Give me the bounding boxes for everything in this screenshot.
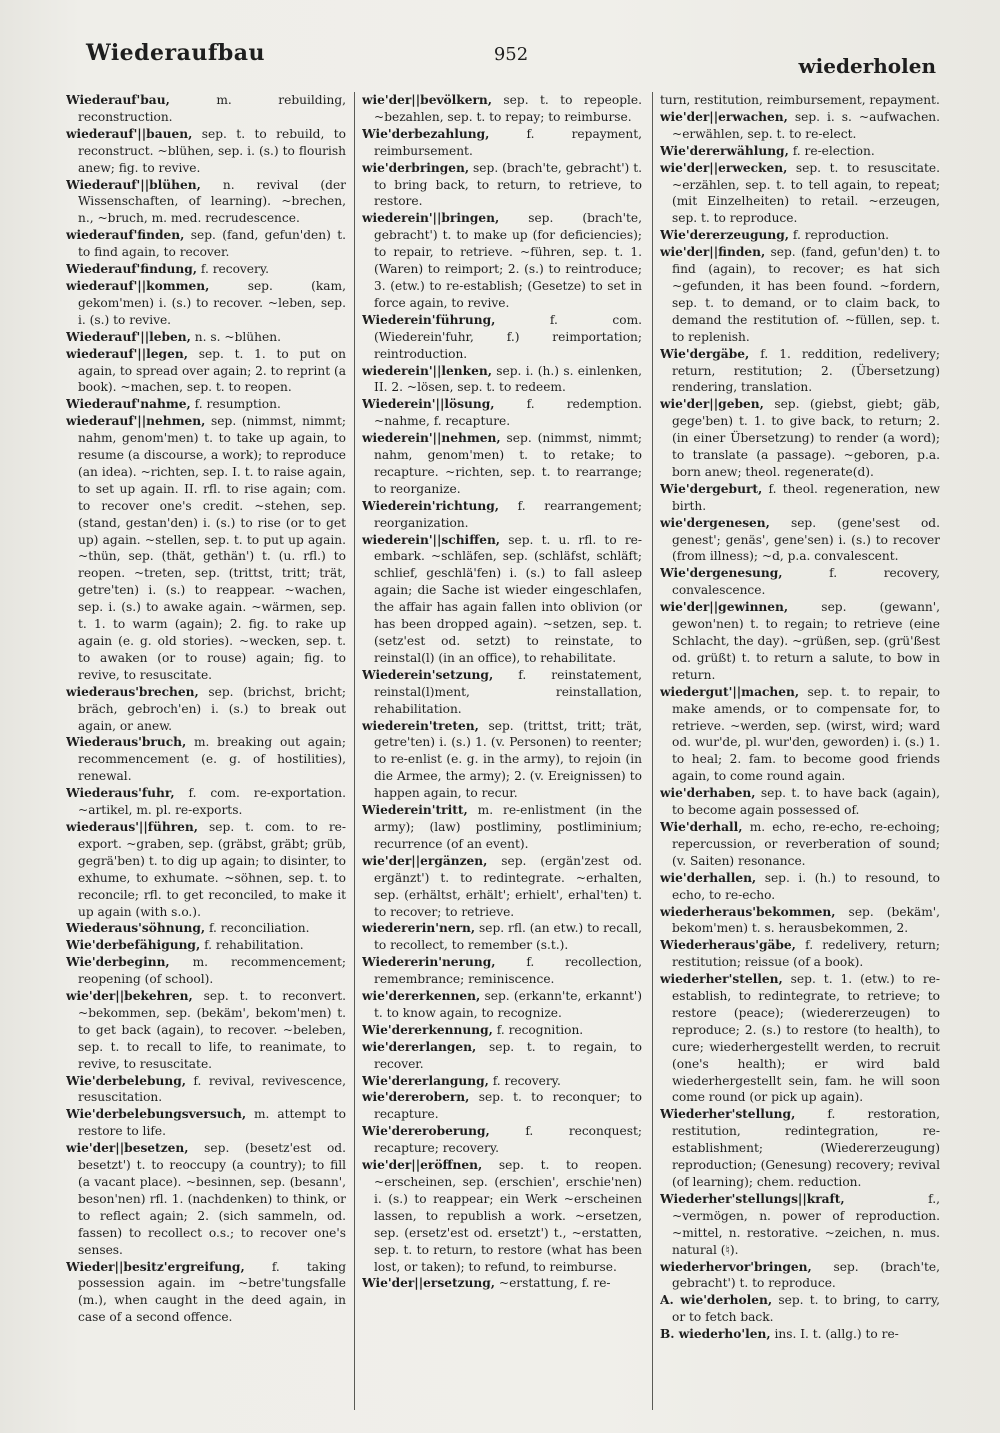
entry-definition: sep. i. (h.) s. einlenken, II. 2. ~lösen, sep. t. to redeem. [374, 363, 642, 395]
entry-definition: m. attempt to restore to life. [78, 1107, 346, 1139]
dictionary-entry [660, 92, 940, 109]
entry-definition: m. echo, re-echo, re-echoing; repercussion, or reverberation of sound; (v. Saiten) resonance. [672, 819, 940, 868]
dictionary-entry [660, 160, 940, 228]
entry-headword: wiederher'stellen, [660, 972, 783, 987]
entry-definition: m. recommencement; reopening (of school). [78, 955, 346, 987]
entry-definition: ins. I. t. (allg.) to re- [770, 1327, 899, 1342]
dictionary-entry [660, 1326, 940, 1343]
dictionary-entry [362, 498, 642, 532]
entry-headword: Wiederaus'fuhr, [66, 786, 175, 801]
entry-definition: sep. t. to bring, to carry, or to fetch back. [672, 1293, 940, 1325]
entry-headword: Wiedererin'nerung, [362, 955, 496, 970]
dictionary-entry [362, 988, 642, 1022]
dictionary-entry [66, 684, 346, 735]
entry-headword: Wiederher'stellung, [660, 1107, 796, 1122]
dictionary-entry [362, 954, 642, 988]
entry-headword: wiederauf'||kommen, [66, 278, 210, 293]
dictionary-entry [362, 92, 642, 126]
entry-headword: Wie'dergeburt, [660, 481, 763, 496]
entry-definition: f. rearrangement; reorganization. [374, 498, 642, 530]
dictionary-entry [362, 1073, 642, 1090]
entry-headword: wiederein'||bringen, [362, 211, 500, 226]
entry-definition: sep. (gewann', gewon'nen) t. to regain; to retrieve (eine Schlacht, the day). ~grüßen, sep. (grü'ßest od. grüßt) t. to return a salute, to bow in return. [672, 600, 940, 682]
entry-definition: sep. t. to resuscitate. ~erzählen, sep. t. to tell again, to repeat; (mit Einzelheiten) to retail. ~erzeugen, sep. t. to reproduce. [672, 160, 940, 226]
entry-headword: wie'der||gewinnen, [660, 600, 789, 615]
entry-definition: f. recovery, convalescence. [672, 566, 940, 598]
column-rule-1 [354, 92, 355, 1410]
entry-definition: f. redemption. ~nahme, f. recapture. [374, 397, 642, 429]
entry-definition: f. recovery. [488, 1073, 561, 1088]
entry-headword: wiederhervor'bringen, [660, 1259, 812, 1274]
entry-definition: f. taking possession again. im ~betre'tungsfalle (m.), when caught in the deed again, in case of a second offence. [78, 1259, 346, 1325]
entry-definition: sep. (erkann'te, erkannt') t. to know again, to recognize. [374, 989, 642, 1020]
entry-headword: wiedergut'||machen, [660, 684, 800, 699]
entry-definition: f. recovery. [197, 262, 269, 277]
entry-definition: ~erstattung, f. re- [494, 1276, 611, 1291]
entry-definition: f. re-election. [788, 143, 875, 158]
entry-definition: n. s. ~blühen. [190, 329, 281, 344]
entry-definition: m. breaking out again; recommencement (e. g. of hostilities), renewal. [78, 735, 346, 784]
dictionary-entry [660, 481, 940, 515]
dictionary-entry [66, 819, 346, 920]
entry-headword: wiederheraus'bekommen, [660, 904, 836, 919]
entry-headword: wiederauf'||legen, [66, 346, 188, 361]
entry-definition: sep. i. (h.) to resound, to echo, to re-echo. [672, 870, 940, 902]
page-header [86, 40, 936, 80]
dictionary-entry [66, 261, 346, 278]
entry-headword: Wiederher'stellungs||kraft, [660, 1191, 845, 1206]
entry-headword: wie'derhallen, [660, 870, 757, 885]
dictionary-entry [660, 971, 940, 1106]
dictionary-entry [362, 210, 642, 311]
dictionary-entry [362, 1123, 642, 1157]
entry-headword: Wiederaus'bruch, [66, 735, 187, 750]
entry-definition: sep. (gene'sest od. genest'; genäs', gene'sen) i. (s.) to recover (from illness); ~d, p.a. convalescent. [672, 515, 940, 564]
dictionary-entry [362, 1022, 642, 1039]
dictionary-entry [660, 937, 940, 971]
entry-headword: Wie'derhall, [660, 819, 743, 834]
entry-headword: wie'dererobern, [362, 1090, 470, 1105]
dictionary-entry [66, 920, 346, 937]
entry-headword: Wie'derbelebungsversuch, [66, 1107, 247, 1122]
entry-headword: wie'der||finden, [660, 245, 766, 260]
entry-headword: wiederauf'||nehmen, [66, 414, 206, 429]
header-left-catchword: Wiederaufbau [86, 40, 265, 66]
entry-headword: wie'derhaben, [660, 786, 756, 801]
entry-headword: wiederaus'||führen, [66, 819, 199, 834]
entry-definition: turn, restitution, reimbursement, repayment. [660, 93, 940, 107]
entry-headword: Wiederein'||lösung, [362, 397, 495, 412]
entry-headword: Wie'dereroberung, [362, 1124, 490, 1139]
entry-definition: sep. t. 1. to put on again, to spread over again; 2. to reprint (a book). ~machen, sep. t. to reopen. [78, 346, 346, 395]
entry-definition: f. reconquest; recapture; recovery. [374, 1124, 642, 1156]
dictionary-entry [66, 177, 346, 228]
dictionary-entry [660, 143, 940, 160]
entry-headword: Wie'derbefähigung, [66, 938, 201, 953]
dictionary-entry [660, 244, 940, 345]
column-2 [362, 92, 642, 1412]
entry-headword: Wiederauf'bau, [66, 93, 170, 107]
dictionary-entry [362, 312, 642, 363]
entry-headword: wie'der||bevölkern, [362, 93, 493, 107]
entry-definition: sep. (kam, gekom'men) i. (s.) to recover. ~leben, sep. i. (s.) to revive. [78, 278, 346, 327]
entry-definition: sep. (besetz'est od. besetzt') t. to reoccupy (a country); to fill (a vacant place). ~besinnen, sep. (besann', beson'nen) rfl. 1. (nachdenken) to think, or to reflect again; 2. (sich sammeln, od. fassen) to recollect o.s.; to recover one's senses. [78, 1141, 346, 1257]
dictionary-entry [660, 396, 940, 481]
entry-headword: wiederein'||nehmen, [362, 431, 501, 446]
entry-definition: f. redelivery, return; restitution; reissue (of a book). [672, 938, 940, 970]
entry-definition: sep. (ergän'zest od. ergänzt') t. to redintegrate. ~erhalten, sep. (erhältst, erhält'; erhielt', erhal'ten) t. to recover; to retrieve. [374, 853, 642, 919]
entry-headword: wie'der||ergänzen, [362, 853, 488, 868]
entry-definition: f. recognition. [492, 1022, 584, 1037]
entry-headword: Wiederauf'||leben, [66, 329, 191, 344]
entry-definition: sep. (brach'te, gebracht') t. to reproduce. [672, 1259, 940, 1291]
entry-definition: f. restoration, restitution, redintegration, re-establishment; (Wiedererzeugung) reproduction; (Genesung) recovery; revival (of learning); chem. reduction. [672, 1107, 940, 1189]
entry-headword: wiedererin'nern, [362, 921, 476, 936]
entry-definition: sep. (brach'te, gebracht') t. to bring back, to return, to retrieve, to restore. [374, 160, 642, 209]
entry-definition: sep. (brichst, bricht; bräch, gebroch'en) i. (s.) to break out again, or anew. [78, 684, 346, 733]
entry-headword: wiederaus'brechen, [66, 684, 199, 699]
column-1 [66, 92, 346, 1412]
entry-headword: Wie'dererlangung, [362, 1073, 489, 1088]
dictionary-entry [660, 870, 940, 904]
dictionary-entry [66, 1106, 346, 1140]
entry-definition: f. reconciliation. [205, 921, 310, 936]
entry-definition: sep. (nimmst, nimmt; nahm, genom'men) t. to retake; to recapture. ~richten, sep. t. to rearrange; to reorganize. [374, 431, 642, 496]
dictionary-entry [66, 1140, 346, 1258]
dictionary-entry [660, 346, 940, 397]
dictionary-entry [362, 1089, 642, 1123]
entry-headword: Wiederheraus'gäbe, [660, 938, 796, 953]
column-3 [660, 92, 940, 1412]
dictionary-entry [362, 802, 642, 853]
columns [66, 92, 946, 1412]
entry-definition: sep. (giebst, giebt; gäb, gege'ben) t. 1. to give back, to return; 2. (in einer Übersetzung) to render (a word); to translate (a passage). ~geboren, p.a. born anew; theol. regenerate(d). [672, 397, 940, 479]
entry-headword: Wiederein'richtung, [362, 498, 499, 513]
entry-definition: sep. t. to have back (again), to become again possessed of. [672, 786, 940, 818]
dictionary-entry [660, 1106, 940, 1191]
entry-definition: sep. i. s. ~aufwachen. ~erwählen, sep. t. to re-elect. [672, 109, 940, 141]
entry-headword: wie'der||besetzen, [66, 1141, 189, 1156]
entry-definition: m. rebuilding, reconstruction. [78, 93, 346, 124]
entry-headword: Wie'dergäbe, [660, 346, 750, 361]
entry-headword: Wiederaus'söhnung, [66, 921, 206, 936]
dictionary-entry [660, 109, 940, 143]
entry-definition: f. theol. regeneration, new birth. [672, 481, 940, 513]
dictionary-entry [66, 396, 346, 413]
entry-definition: sep. rfl. (an etw.) to recall, to recollect, to remember (s.t.). [374, 921, 642, 953]
dictionary-entry [660, 819, 940, 870]
entry-definition: sep. t. to rebuild, to reconstruct. ~blühen, sep. i. (s.) to flourish anew; fig. to revive. [78, 126, 346, 175]
entry-headword: A. wie'derholen, [660, 1293, 773, 1308]
dictionary-entry [362, 126, 642, 160]
entry-definition: sep. (fand, gefun'den) t. to find (again), to recover; es hat sich ~gefunden, it has been found. ~fordern, sep. t. to demand, or to claim back, to demand the restitution of. ~füllen, sep. t. to replenish. [672, 245, 940, 344]
dictionary-entry [362, 532, 642, 667]
entry-definition: f. reinstatement, reinstal(l)ment, reinstallation, rehabilitation. [374, 667, 642, 716]
entry-headword: wie'dererkennen, [362, 989, 481, 1004]
entry-definition: f. recollection, remembrance; reminiscence. [374, 955, 642, 987]
dictionary-entry [66, 1073, 346, 1107]
entry-headword: wiederein'||lenken, [362, 363, 492, 378]
dictionary-entry [660, 684, 940, 785]
entry-definition: sep. (trittst, tritt; trät, getre'ten) i. (s.) 1. (v. Personen) to reenter; to re-enlist (e. g. in the army), to rejoin (in die Armee, the army); 2. (v. Ereignissen) to happen again, to recur. [374, 718, 642, 801]
entry-definition: m. re-enlistment (in the army); (law) postliminy, postliminium; recurrence (of an event). [374, 803, 642, 851]
dictionary-entry [660, 1292, 940, 1326]
entry-headword: Wiederein'führung, [362, 312, 496, 327]
entry-headword: Wiederauf'findung, [66, 262, 198, 277]
entry-definition: f., ~vermögen, n. power of reproduction. ~mittel, n. restorative. ~zeichen, n. mus. natural (♮). [672, 1191, 940, 1257]
entry-definition: sep. (fand, gefun'den) t. to find again, to recover. [78, 228, 346, 260]
entry-definition: f. rehabilitation. [200, 938, 304, 953]
dictionary-entry [66, 329, 346, 346]
entry-definition: sep. t. to regain, to recover. [374, 1039, 642, 1071]
dictionary-entry [362, 853, 642, 921]
entry-definition: sep. (bekäm', bekom'men) t. s. herausbekommen, 2. [672, 904, 940, 936]
entry-definition: sep. t. to reconvert. ~bekommen, sep. (bekäm', bekom'men) t. to get back (again), to recover. ~beleben, sep. t. to recall to life, to reanimate, to revive, to resuscitate. [78, 989, 346, 1071]
dictionary-entry [66, 92, 346, 126]
dictionary-entry [660, 599, 940, 684]
entry-definition: f. resumption. [190, 397, 281, 412]
dictionary-entry [66, 413, 346, 684]
page-number: 952 [493, 44, 529, 65]
entry-headword: Wie'dererkennung, [362, 1022, 493, 1037]
dictionary-entry [660, 785, 940, 819]
entry-headword: Wiederein'tritt, [362, 803, 468, 818]
entry-definition: n. revival (der Wissenschaften, of learning). ~brechen, n., ~bruch, m. med. recrudescence. [78, 177, 346, 226]
entry-definition: sep. (nimmst, nimmt; nahm, genom'men) t. to take up again, to resume (a discourse, a work); to reproduce (an idea). ~richten, sep. I. t. to raise again, to set up again. II. rfl. to rise again; com. to recover one's credit. ~stehen, sep. (stand, gestan'den) i. (s.) to rise (or to get up) again. ~stellen, sep. t. to put up again. ~thün, sep. (thät, gethän') t. (u. rfl.) to reopen. ~treten, sep. (trittst, tritt; trät, getre'ten) i. (s.) to reappear. ~wachen, sep. i. (s.) to awake again. ~wärmen, sep. t. 1. to warm (again); 2. fig. to rake up again (e. g. old stories). ~wecken, sep. t. to awaken (or to rouse) again; fig. to revive, to resuscitate. [78, 414, 346, 682]
entry-definition: sep. t. to reopen. ~erscheinen, sep. (erschien', erschie'nen) i. (s.) to reappear; ein Werk ~erscheinen lassen, to republish a work. ~ersetzen, sep. (ersetz'est od. ersetzt') t., ~erstatten, sep. t. to return, to restore (what has been lost, or taken); to refund, to reimburse. [374, 1158, 642, 1274]
dictionary-entry [66, 227, 346, 261]
dictionary-entry [660, 904, 940, 938]
dictionary-entry [66, 937, 346, 954]
header-right-catchword: wiederholen [798, 54, 936, 78]
entry-headword: Wie'derbelebung, [66, 1073, 186, 1088]
dictionary-entry [362, 1275, 642, 1292]
entry-headword: wiederauf'||bauen, [66, 126, 193, 141]
dictionary-entry [362, 160, 642, 211]
entry-headword: wiederein'treten, [362, 718, 479, 733]
entry-definition: sep. t. com. to re-export. ~graben, sep. (gräbst, gräbt; grüb, gegrä'ben) t. to dig up again; to disinter, to exhume, to exhumate. ~söhnen, sep. t. to reconcile; rfl. to get reconciled, to make it up again (with s.o.). [78, 819, 346, 919]
dictionary-entry [362, 667, 642, 718]
entry-headword: wiederein'||schiffen, [362, 532, 501, 547]
dictionary-entry [362, 1039, 642, 1073]
dictionary-entry [66, 954, 346, 988]
entry-headword: B. wiederho'len, [660, 1327, 771, 1342]
dictionary-entry [362, 1157, 642, 1275]
dictionary-entry [66, 126, 346, 177]
entry-headword: Wiederein'setzung, [362, 667, 494, 682]
dictionary-entry [660, 565, 940, 599]
dictionary-entry [66, 346, 346, 397]
dictionary-entry [362, 920, 642, 954]
entry-definition: sep. t. to reconquer; to recapture. [374, 1090, 642, 1122]
entry-headword: Wiederauf'||blühen, [66, 177, 201, 192]
entry-headword: wie'dergenesen, [660, 515, 770, 530]
dictionary-entry [66, 734, 346, 785]
dictionary-entry [362, 718, 642, 803]
dictionary-entry [66, 988, 346, 1073]
dictionary-entry [66, 278, 346, 329]
entry-definition: f. 1. reddition, redelivery; return, restitution; 2. (Übersetzung) rendering, translation. [672, 346, 940, 395]
entry-headword: wiederauf'finden, [66, 228, 185, 243]
entry-headword: Wie'dererwählung, [660, 143, 789, 158]
entry-headword: wie'derbringen, [362, 160, 470, 175]
column-rule-2 [652, 92, 653, 1410]
entry-definition: f. com. (Wiederein'fuhr, f.) reimportation; reintroduction. [374, 312, 642, 361]
entry-headword: Wiederauf'nahme, [66, 397, 191, 412]
entry-headword: Wie'dergenesung, [660, 566, 783, 581]
dictionary-entry [660, 1259, 940, 1293]
entry-definition: sep. t. to repeople. ~bezahlen, sep. t. to repay; to reimburse. [374, 93, 642, 124]
entry-definition: sep. (brach'te, gebracht') t. to make up (for deficiencies); to repair, to retrieve. ~führen, sep. t. 1. (Waren) to reimport; 2. (s.) to reintroduce; 3. (etw.) to re-establish; (Gesetze) to set in force again, to revive. [374, 211, 642, 310]
entry-definition: f. reproduction. [789, 228, 890, 243]
entry-definition: f. revival, revivescence, resuscitation. [78, 1073, 346, 1105]
entry-headword: Wie'derbeginn, [66, 955, 170, 970]
entry-headword: wie'der||eröffnen, [362, 1158, 483, 1173]
entry-definition: f. repayment, reimbursement. [374, 126, 642, 158]
entry-definition: sep. t. 1. (etw.) to re-establish, to redintegrate, to retrieve; to restore (peace); (wiedererzeugen) to reproduce; 2. (s.) to restore (to health), to cure; wiederhergestellt werden, to recruit (one's health); er wird bald wiederhergestellt sein, fam. he will soon come round (or pick up again). [672, 972, 940, 1105]
entry-definition: f. com. re-exportation. ~artikel, m. pl. re-exports. [78, 786, 346, 818]
dictionary-entry [66, 1259, 346, 1327]
dictionary-entry [660, 515, 940, 566]
entry-headword: wie'der||geben, [660, 397, 764, 412]
dictionary-entry [66, 785, 346, 819]
entry-headword: wie'dererlangen, [362, 1039, 477, 1054]
dictionary-entry [362, 363, 642, 397]
entry-definition: sep. t. u. rfl. to re-embark. ~schläfen, sep. (schläfst, schläft; schlief, geschlä'fen) i. (s.) to fall asleep again; die Sache ist wieder eingeschlafen, the affair has again fallen into oblivion (or has been dropped again). ~setzen, sep. t. (setz'est od. setzt) to reinstate, to reinstal(l) (in an office), to rehabilitate. [374, 532, 642, 665]
entry-headword: wie'der||erwecken, [660, 160, 788, 175]
entry-headword: Wie'derbezahlung, [362, 126, 490, 141]
dictionary-entry [362, 430, 642, 498]
entry-headword: Wie'der||ersetzung, [362, 1276, 495, 1291]
entry-headword: Wie'dererzeugung, [660, 228, 790, 243]
entry-definition: sep. t. to repair, to make amends, or to compensate for, to retrieve. ~werden, sep. (wirst, wird; ward od. wur'de, pl. wur'den, geworden) i. (s.) 1. to heal; 2. fam. to become good friends again, to come round again. [672, 684, 940, 784]
entry-headword: wie'der||erwachen, [660, 109, 788, 124]
dictionary-entry [660, 1191, 940, 1259]
dictionary-entry [660, 227, 940, 244]
dictionary-entry [362, 396, 642, 430]
entry-headword: wie'der||bekehren, [66, 989, 193, 1004]
entry-headword: Wieder||besitz'ergreifung, [66, 1259, 245, 1274]
